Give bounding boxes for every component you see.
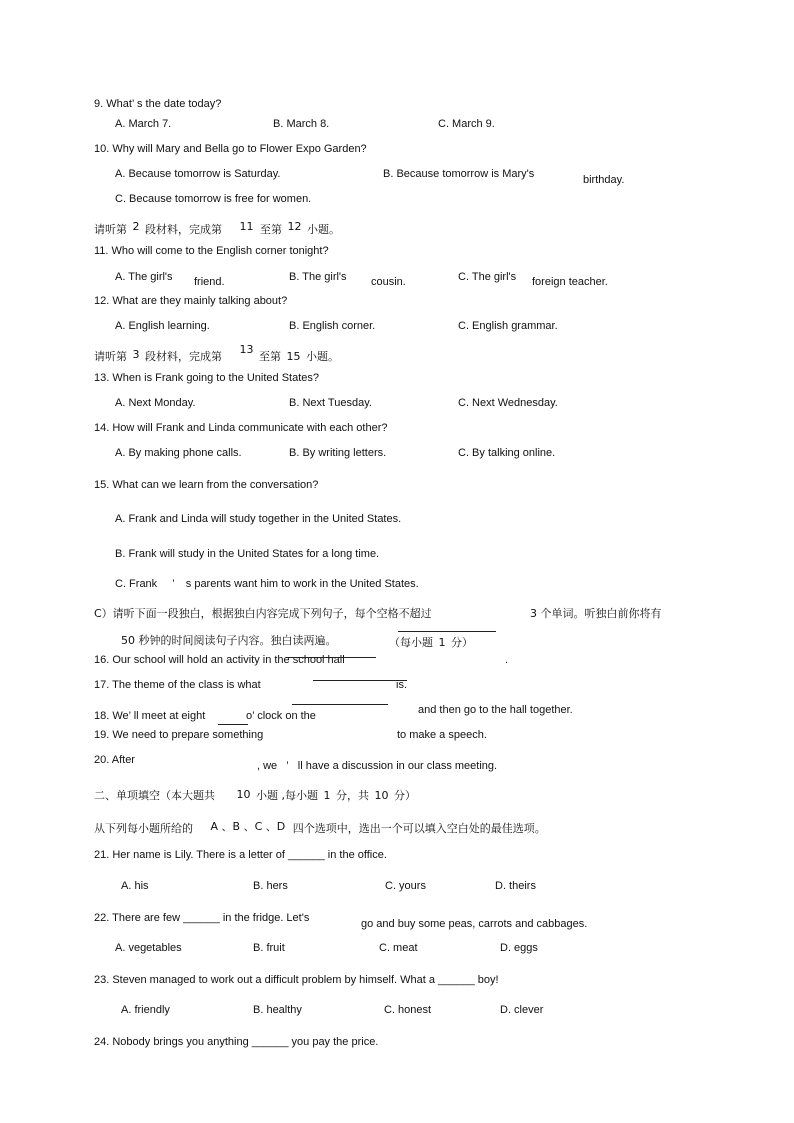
q22-stem-cont: go and buy some peas, carrots and cabbages. bbox=[361, 918, 588, 930]
q22-option-a: A. vegetables bbox=[115, 942, 182, 954]
q12-stem: 12. What are they mainly talking about? bbox=[94, 295, 288, 307]
instr-text: 段材料，完成第 bbox=[145, 350, 222, 363]
q15-option-a: A. Frank and Linda will study together in the United States. bbox=[115, 513, 402, 525]
q11-option-b-cont: cousin. bbox=[371, 276, 406, 288]
q13-option-b: B. Next Tuesday. bbox=[289, 397, 372, 409]
q19-end: to make a speech. bbox=[397, 729, 487, 741]
q11-option-a-cont: friend. bbox=[194, 276, 225, 288]
q21-stem: 21. Her name is Lily. There is a letter of ______ in the office. bbox=[94, 849, 387, 861]
instr-num: 3 bbox=[530, 607, 537, 620]
q11-option-c-cont: foreign teacher. bbox=[532, 276, 608, 288]
q20-text: 20. After bbox=[94, 754, 135, 766]
q9-option-b: B. March 8. bbox=[273, 118, 330, 130]
q15-stem: 15. What can we learn from the conversation? bbox=[94, 479, 319, 491]
q10-stem: 10. Why will Mary and Bella go to Flower Expo Garden? bbox=[94, 143, 367, 155]
instr-num: 2 bbox=[132, 220, 140, 233]
instr-num: 3 bbox=[132, 348, 140, 361]
q22-stem: 22. There are few ______ in the fridge. Let's bbox=[94, 912, 310, 924]
heading-text: 分） bbox=[394, 789, 416, 802]
desc-options: A 、B 、C 、D bbox=[210, 820, 286, 833]
q16-text: 16. Our school will hold an activity in the school hall bbox=[94, 654, 345, 666]
instr-text: 小题。 bbox=[307, 223, 340, 236]
q18-blank-top bbox=[292, 704, 388, 705]
instr-text: 至第 bbox=[260, 223, 282, 236]
q13-stem: 13. When is Frank going to the United States? bbox=[94, 372, 320, 384]
heading-text: 小题 ,每小题 bbox=[256, 789, 318, 802]
q16-blank bbox=[286, 657, 376, 658]
heading-num: 10 bbox=[236, 788, 251, 801]
q21-option-a: A. his bbox=[121, 880, 149, 892]
q15-c-apostrophe: ’ bbox=[172, 578, 175, 590]
part-c-score-note bbox=[389, 636, 473, 649]
q14-stem: 14. How will Frank and Linda communicate with each other? bbox=[94, 422, 388, 434]
heading-text: 二、单项填空（本大题共 bbox=[94, 789, 215, 802]
instr-text: 秒钟的时间阅读句子内容。独白读两遍。 bbox=[138, 634, 337, 647]
q12-option-c: C. English grammar. bbox=[458, 320, 558, 332]
q10-option-b: B. Because tomorrow is Mary's bbox=[383, 168, 535, 180]
q14-option-a: A. By making phone calls. bbox=[115, 447, 242, 459]
part-2-description bbox=[94, 822, 546, 835]
q15-option-b: B. Frank will study in the United States for a long time. bbox=[115, 548, 380, 560]
q22-option-c: C. meat bbox=[379, 942, 418, 954]
q14-option-c: C. By talking online. bbox=[458, 447, 556, 459]
instr-text: 请听第 bbox=[94, 223, 127, 236]
instr-text: 个单词。听独白前你将有 bbox=[540, 607, 662, 620]
q11-stem: 11. Who will come to the English corner tonight? bbox=[94, 245, 329, 257]
q22-option-b: B. fruit bbox=[253, 942, 285, 954]
section-3-instruction bbox=[94, 343, 339, 363]
q10-option-c: C. Because tomorrow is free for women. bbox=[115, 193, 312, 205]
section-2-instruction bbox=[94, 220, 340, 236]
q18-blank bbox=[218, 724, 248, 725]
desc-text: 四个选项中，选出一个可以填入空白处的最佳选项。 bbox=[292, 822, 546, 835]
instr-num: 15 bbox=[286, 350, 301, 363]
q9-option-a: A. March 7. bbox=[115, 118, 172, 130]
q17-blank bbox=[313, 680, 407, 681]
q11-option-a: A. The girl's bbox=[115, 271, 173, 283]
q9-stem: 9. What’ s the date today? bbox=[94, 98, 222, 110]
instr-num: 12 bbox=[287, 220, 302, 233]
q18-text: 18. We’ ll meet at eight bbox=[94, 710, 206, 722]
q23-stem: 23. Steven managed to work out a difficult problem by himself. What a ______ boy! bbox=[94, 974, 499, 986]
desc-text: 从下列每小题所给的 bbox=[94, 822, 193, 835]
q24-stem: 24. Nobody brings you anything ______ you pay the price. bbox=[94, 1036, 379, 1048]
q21-option-b: B. hers bbox=[253, 880, 288, 892]
q23-option-b: B. healthy bbox=[253, 1004, 302, 1016]
q11-option-b: B. The girl's bbox=[289, 271, 347, 283]
part-2-heading bbox=[94, 789, 416, 802]
instr-text: 请听第 bbox=[94, 350, 127, 363]
instr-text: （每小题 bbox=[389, 636, 433, 649]
heading-num: 1 bbox=[323, 789, 331, 802]
heading-text: 分，共 bbox=[336, 789, 369, 802]
instr-num: 1 bbox=[438, 636, 446, 649]
q17-end: is. bbox=[396, 679, 407, 691]
q23-option-a: A. friendly bbox=[121, 1004, 170, 1016]
instr-num: 13 bbox=[239, 343, 254, 356]
q11-option-c: C. The girl's bbox=[458, 271, 517, 283]
instr-text: 至第 bbox=[259, 350, 281, 363]
heading-num: 10 bbox=[374, 789, 389, 802]
instr-num: 11 bbox=[239, 220, 254, 233]
q15-c-part: s parents want him to work in the United States. bbox=[185, 578, 419, 590]
q9-option-c: C. March 9. bbox=[438, 118, 495, 130]
q17-text: 17. The theme of the class is what bbox=[94, 679, 261, 691]
instruction-underline bbox=[398, 631, 496, 632]
q18-mid: o’ clock on the bbox=[246, 710, 316, 722]
q15-option-c bbox=[115, 578, 419, 591]
instr-text: 小题。 bbox=[306, 350, 339, 363]
q16-end: . bbox=[505, 654, 509, 666]
q22-option-d: D. eggs bbox=[500, 942, 538, 954]
q10-option-b-cont: birthday. bbox=[583, 174, 625, 186]
instr-num: 50 bbox=[121, 634, 135, 647]
q20-apostrophe: ’ bbox=[286, 760, 289, 772]
q13-option-c: C. Next Wednesday. bbox=[458, 397, 558, 409]
q23-option-d: D. clever bbox=[500, 1004, 544, 1016]
q20-end-part: , we bbox=[257, 760, 278, 772]
q21-option-c: C. yours bbox=[385, 880, 426, 892]
q21-option-d: D. theirs bbox=[495, 880, 536, 892]
q19-text: 19. We need to prepare something bbox=[94, 729, 264, 741]
q10-option-a: A. Because tomorrow is Saturday. bbox=[115, 168, 281, 180]
q12-option-b: B. English corner. bbox=[289, 320, 376, 332]
part-c-instruction bbox=[94, 607, 432, 620]
q18-end: and then go to the hall together. bbox=[418, 704, 573, 716]
instr-text: 分） bbox=[451, 636, 473, 649]
instr-text: C）请听下面一段独白，根据独白内容完成下列句子，每个空格不超过 bbox=[94, 607, 432, 620]
q23-option-c: C. honest bbox=[384, 1004, 432, 1016]
q12-option-a: A. English learning. bbox=[115, 320, 210, 332]
part-c-instruction-num bbox=[530, 607, 662, 620]
q15-c-part: C. Frank bbox=[115, 578, 158, 590]
q20-end-part: ll have a discussion in our class meeting. bbox=[297, 760, 498, 772]
part-c-instruction-line2 bbox=[121, 634, 337, 647]
instr-text: 段材料，完成第 bbox=[145, 223, 222, 236]
q13-option-a: A. Next Monday. bbox=[115, 397, 196, 409]
q20-end bbox=[257, 760, 497, 773]
q14-option-b: B. By writing letters. bbox=[289, 447, 387, 459]
